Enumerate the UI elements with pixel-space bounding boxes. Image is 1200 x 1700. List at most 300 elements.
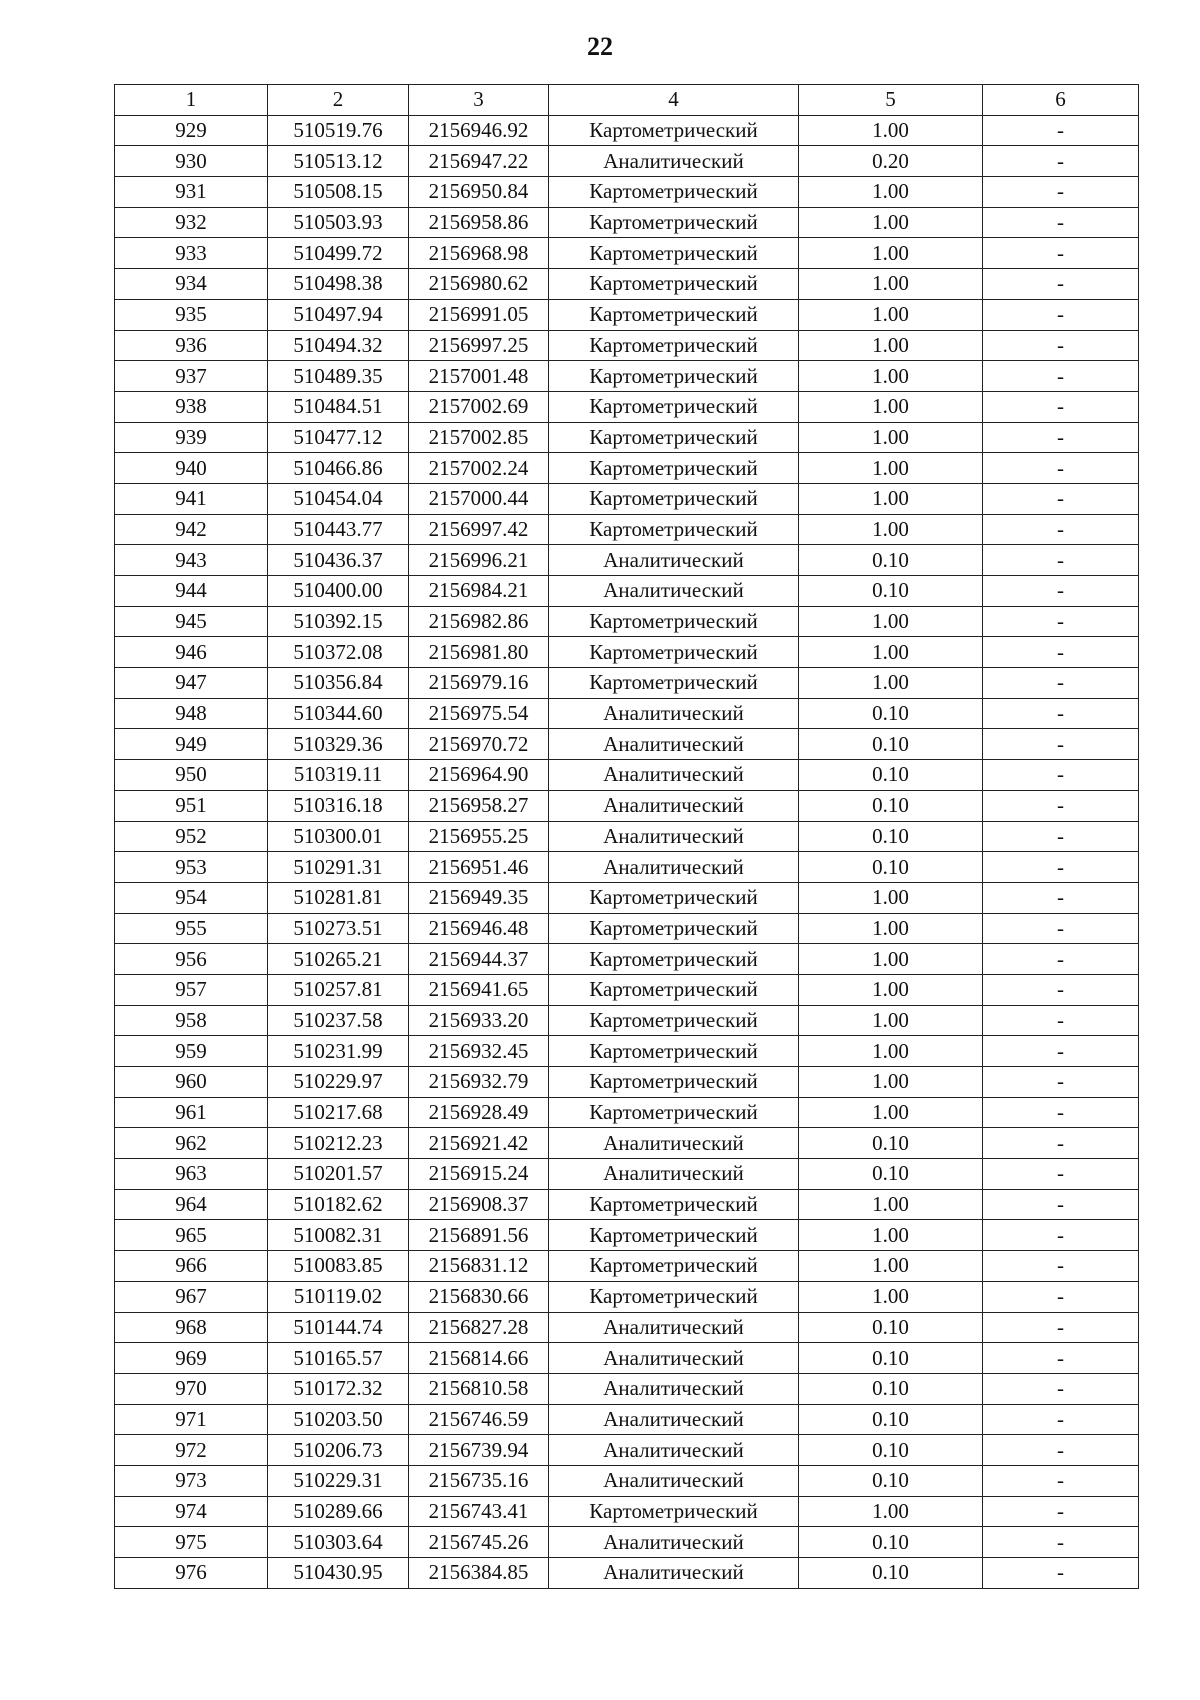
point-number-cell: 947: [115, 668, 268, 699]
note-cell: -: [983, 238, 1139, 269]
point-number-cell: 930: [115, 146, 268, 177]
point-number-cell: 968: [115, 1312, 268, 1343]
table-row: [115, 1404, 1139, 1435]
x-coordinate-cell: 510400.00: [268, 576, 409, 607]
method-cell: Картометрический: [549, 483, 799, 514]
column-header: 1: [115, 85, 268, 116]
note-cell: -: [983, 1036, 1139, 1067]
point-number-cell: 953: [115, 852, 268, 883]
table-row: [115, 1373, 1139, 1404]
table-row: [115, 146, 1139, 177]
table-row: [115, 1558, 1139, 1589]
note-cell: -: [983, 1281, 1139, 1312]
y-coordinate-cell: 2156908.37: [409, 1189, 549, 1220]
x-coordinate-cell: 510489.35: [268, 361, 409, 392]
point-number-cell: 933: [115, 238, 268, 269]
table-row: [115, 1465, 1139, 1496]
point-number-cell: 936: [115, 330, 268, 361]
accuracy-cell: 0.10: [799, 1312, 983, 1343]
y-coordinate-cell: 2156981.80: [409, 637, 549, 668]
note-cell: -: [983, 821, 1139, 852]
method-cell: Картометрический: [549, 514, 799, 545]
y-coordinate-cell: 2156946.48: [409, 913, 549, 944]
note-cell: -: [983, 974, 1139, 1005]
y-coordinate-cell: 2156982.86: [409, 606, 549, 637]
method-cell: Картометрический: [549, 238, 799, 269]
y-coordinate-cell: 2156933.20: [409, 1005, 549, 1036]
note-cell: -: [983, 882, 1139, 913]
x-coordinate-cell: 510289.66: [268, 1496, 409, 1527]
accuracy-cell: 1.00: [799, 1097, 983, 1128]
y-coordinate-cell: 2157002.85: [409, 422, 549, 453]
y-coordinate-cell: 2156831.12: [409, 1251, 549, 1282]
table-row: [115, 1251, 1139, 1282]
x-coordinate-cell: 510392.15: [268, 606, 409, 637]
y-coordinate-cell: 2157002.24: [409, 453, 549, 484]
note-cell: -: [983, 361, 1139, 392]
note-cell: -: [983, 207, 1139, 238]
x-coordinate-cell: 510237.58: [268, 1005, 409, 1036]
method-cell: Аналитический: [549, 545, 799, 576]
accuracy-cell: 0.10: [799, 1343, 983, 1374]
table-row: [115, 207, 1139, 238]
y-coordinate-cell: 2157002.69: [409, 391, 549, 422]
point-number-cell: 951: [115, 790, 268, 821]
note-cell: -: [983, 1220, 1139, 1251]
method-cell: Картометрический: [549, 944, 799, 975]
accuracy-cell: 1.00: [799, 391, 983, 422]
x-coordinate-cell: 510344.60: [268, 698, 409, 729]
method-cell: Картометрический: [549, 1281, 799, 1312]
y-coordinate-cell: 2157000.44: [409, 483, 549, 514]
y-coordinate-cell: 2156996.21: [409, 545, 549, 576]
accuracy-cell: 1.00: [799, 974, 983, 1005]
table-row: [115, 453, 1139, 484]
accuracy-cell: 0.20: [799, 146, 983, 177]
method-cell: Аналитический: [549, 760, 799, 791]
method-cell: Аналитический: [549, 576, 799, 607]
point-number-cell: 972: [115, 1435, 268, 1466]
note-cell: -: [983, 1312, 1139, 1343]
method-cell: Картометрический: [549, 882, 799, 913]
table-row: [115, 545, 1139, 576]
accuracy-cell: 0.10: [799, 1128, 983, 1159]
point-number-cell: 946: [115, 637, 268, 668]
accuracy-cell: 1.00: [799, 944, 983, 975]
x-coordinate-cell: 510212.23: [268, 1128, 409, 1159]
y-coordinate-cell: 2156949.35: [409, 882, 549, 913]
x-coordinate-cell: 510436.37: [268, 545, 409, 576]
accuracy-cell: 1.00: [799, 1220, 983, 1251]
y-coordinate-cell: 2156814.66: [409, 1343, 549, 1374]
point-number-cell: 976: [115, 1558, 268, 1589]
table-row: [115, 361, 1139, 392]
table-row: [115, 1527, 1139, 1558]
method-cell: Аналитический: [549, 146, 799, 177]
table-header-row: [115, 85, 1139, 116]
accuracy-cell: 1.00: [799, 299, 983, 330]
accuracy-cell: 1.00: [799, 269, 983, 300]
point-number-cell: 937: [115, 361, 268, 392]
table-row: [115, 637, 1139, 668]
method-cell: Аналитический: [549, 821, 799, 852]
point-number-cell: 964: [115, 1189, 268, 1220]
method-cell: Картометрический: [549, 1220, 799, 1251]
note-cell: -: [983, 1558, 1139, 1589]
table-row: [115, 1435, 1139, 1466]
y-coordinate-cell: 2157001.48: [409, 361, 549, 392]
note-cell: -: [983, 790, 1139, 821]
y-coordinate-cell: 2156944.37: [409, 944, 549, 975]
x-coordinate-cell: 510201.57: [268, 1159, 409, 1190]
y-coordinate-cell: 2156735.16: [409, 1465, 549, 1496]
accuracy-cell: 1.00: [799, 1189, 983, 1220]
note-cell: -: [983, 391, 1139, 422]
table-row: [115, 576, 1139, 607]
note-cell: -: [983, 668, 1139, 699]
method-cell: Картометрический: [549, 606, 799, 637]
point-number-cell: 938: [115, 391, 268, 422]
accuracy-cell: 0.10: [799, 1465, 983, 1496]
point-number-cell: 944: [115, 576, 268, 607]
y-coordinate-cell: 2156968.98: [409, 238, 549, 269]
note-cell: -: [983, 422, 1139, 453]
method-cell: Картометрический: [549, 330, 799, 361]
point-number-cell: 969: [115, 1343, 268, 1374]
accuracy-cell: 0.10: [799, 1373, 983, 1404]
y-coordinate-cell: 2156932.79: [409, 1067, 549, 1098]
note-cell: -: [983, 913, 1139, 944]
table-row: [115, 668, 1139, 699]
x-coordinate-cell: 510231.99: [268, 1036, 409, 1067]
table-row: [115, 729, 1139, 760]
x-coordinate-cell: 510281.81: [268, 882, 409, 913]
x-coordinate-cell: 510300.01: [268, 821, 409, 852]
accuracy-cell: 1.00: [799, 453, 983, 484]
point-number-cell: 934: [115, 269, 268, 300]
table-body: [115, 115, 1139, 1588]
note-cell: -: [983, 330, 1139, 361]
x-coordinate-cell: 510356.84: [268, 668, 409, 699]
point-number-cell: 959: [115, 1036, 268, 1067]
y-coordinate-cell: 2156739.94: [409, 1435, 549, 1466]
method-cell: Картометрический: [549, 637, 799, 668]
y-coordinate-cell: 2156921.42: [409, 1128, 549, 1159]
table-row: [115, 1067, 1139, 1098]
y-coordinate-cell: 2156951.46: [409, 852, 549, 883]
x-coordinate-cell: 510229.97: [268, 1067, 409, 1098]
accuracy-cell: 1.00: [799, 207, 983, 238]
note-cell: -: [983, 852, 1139, 883]
table-row: [115, 698, 1139, 729]
method-cell: Картометрический: [549, 1097, 799, 1128]
note-cell: -: [983, 1005, 1139, 1036]
accuracy-cell: 1.00: [799, 1036, 983, 1067]
accuracy-cell: 0.10: [799, 729, 983, 760]
table-row: [115, 330, 1139, 361]
accuracy-cell: 1.00: [799, 361, 983, 392]
y-coordinate-cell: 2156997.25: [409, 330, 549, 361]
accuracy-cell: 1.00: [799, 1067, 983, 1098]
y-coordinate-cell: 2156928.49: [409, 1097, 549, 1128]
method-cell: Картометрический: [549, 115, 799, 146]
accuracy-cell: 0.10: [799, 1159, 983, 1190]
method-cell: Аналитический: [549, 1312, 799, 1343]
method-cell: Картометрический: [549, 974, 799, 1005]
point-number-cell: 965: [115, 1220, 268, 1251]
y-coordinate-cell: 2156830.66: [409, 1281, 549, 1312]
accuracy-cell: 0.10: [799, 1435, 983, 1466]
note-cell: -: [983, 146, 1139, 177]
y-coordinate-cell: 2156743.41: [409, 1496, 549, 1527]
note-cell: -: [983, 299, 1139, 330]
accuracy-cell: 1.00: [799, 1281, 983, 1312]
method-cell: Картометрический: [549, 1067, 799, 1098]
point-number-cell: 945: [115, 606, 268, 637]
y-coordinate-cell: 2156964.90: [409, 760, 549, 791]
method-cell: Аналитический: [549, 729, 799, 760]
x-coordinate-cell: 510144.74: [268, 1312, 409, 1343]
table-row: [115, 1097, 1139, 1128]
table-row: [115, 1159, 1139, 1190]
note-cell: -: [983, 1097, 1139, 1128]
column-header: 4: [549, 85, 799, 116]
point-number-cell: 929: [115, 115, 268, 146]
table-row: [115, 1343, 1139, 1374]
y-coordinate-cell: 2156947.22: [409, 146, 549, 177]
y-coordinate-cell: 2156946.92: [409, 115, 549, 146]
x-coordinate-cell: 510265.21: [268, 944, 409, 975]
point-number-cell: 961: [115, 1097, 268, 1128]
y-coordinate-cell: 2156958.27: [409, 790, 549, 821]
accuracy-cell: 0.10: [799, 576, 983, 607]
x-coordinate-cell: 510372.08: [268, 637, 409, 668]
column-header: 5: [799, 85, 983, 116]
x-coordinate-cell: 510206.73: [268, 1435, 409, 1466]
point-number-cell: 950: [115, 760, 268, 791]
accuracy-cell: 1.00: [799, 514, 983, 545]
x-coordinate-cell: 510291.31: [268, 852, 409, 883]
method-cell: Картометрический: [549, 422, 799, 453]
y-coordinate-cell: 2156746.59: [409, 1404, 549, 1435]
x-coordinate-cell: 510498.38: [268, 269, 409, 300]
accuracy-cell: 1.00: [799, 1005, 983, 1036]
note-cell: -: [983, 514, 1139, 545]
point-number-cell: 973: [115, 1465, 268, 1496]
x-coordinate-cell: 510303.64: [268, 1527, 409, 1558]
note-cell: -: [983, 1159, 1139, 1190]
table-row: [115, 391, 1139, 422]
x-coordinate-cell: 510082.31: [268, 1220, 409, 1251]
y-coordinate-cell: 2156958.86: [409, 207, 549, 238]
point-number-cell: 952: [115, 821, 268, 852]
method-cell: Аналитический: [549, 1343, 799, 1374]
table-row: [115, 974, 1139, 1005]
x-coordinate-cell: 510329.36: [268, 729, 409, 760]
accuracy-cell: 1.00: [799, 238, 983, 269]
y-coordinate-cell: 2156984.21: [409, 576, 549, 607]
method-cell: Аналитический: [549, 852, 799, 883]
point-number-cell: 960: [115, 1067, 268, 1098]
x-coordinate-cell: 510217.68: [268, 1097, 409, 1128]
table-row: [115, 1189, 1139, 1220]
method-cell: Аналитический: [549, 1159, 799, 1190]
point-number-cell: 941: [115, 483, 268, 514]
note-cell: -: [983, 483, 1139, 514]
method-cell: Картометрический: [549, 1189, 799, 1220]
accuracy-cell: 1.00: [799, 668, 983, 699]
table-row: [115, 177, 1139, 208]
point-number-cell: 932: [115, 207, 268, 238]
accuracy-cell: 1.00: [799, 606, 983, 637]
note-cell: -: [983, 177, 1139, 208]
y-coordinate-cell: 2156975.54: [409, 698, 549, 729]
accuracy-cell: 1.00: [799, 330, 983, 361]
point-number-cell: 954: [115, 882, 268, 913]
note-cell: -: [983, 1128, 1139, 1159]
table-row: [115, 1312, 1139, 1343]
y-coordinate-cell: 2156980.62: [409, 269, 549, 300]
point-number-cell: 949: [115, 729, 268, 760]
note-cell: -: [983, 115, 1139, 146]
x-coordinate-cell: 510466.86: [268, 453, 409, 484]
method-cell: Аналитический: [549, 1527, 799, 1558]
method-cell: Картометрический: [549, 1496, 799, 1527]
note-cell: -: [983, 576, 1139, 607]
note-cell: -: [983, 1343, 1139, 1374]
table-row: [115, 514, 1139, 545]
method-cell: Картометрический: [549, 1005, 799, 1036]
table-row: [115, 1220, 1139, 1251]
method-cell: Картометрический: [549, 391, 799, 422]
accuracy-cell: 0.10: [799, 760, 983, 791]
point-number-cell: 935: [115, 299, 268, 330]
x-coordinate-cell: 510477.12: [268, 422, 409, 453]
point-number-cell: 958: [115, 1005, 268, 1036]
table-row: [115, 115, 1139, 146]
note-cell: -: [983, 1496, 1139, 1527]
accuracy-cell: 1.00: [799, 177, 983, 208]
method-cell: Аналитический: [549, 1128, 799, 1159]
method-cell: Картометрический: [549, 453, 799, 484]
y-coordinate-cell: 2156384.85: [409, 1558, 549, 1589]
x-coordinate-cell: 510119.02: [268, 1281, 409, 1312]
note-cell: -: [983, 453, 1139, 484]
x-coordinate-cell: 510503.93: [268, 207, 409, 238]
method-cell: Аналитический: [549, 1435, 799, 1466]
page-number: 22: [587, 32, 613, 61]
accuracy-cell: 1.00: [799, 422, 983, 453]
note-cell: -: [983, 1373, 1139, 1404]
point-number-cell: 963: [115, 1159, 268, 1190]
point-number-cell: 967: [115, 1281, 268, 1312]
coordinates-table: [114, 84, 1139, 1589]
table-row: [115, 1128, 1139, 1159]
y-coordinate-cell: 2156941.65: [409, 974, 549, 1005]
point-number-cell: 974: [115, 1496, 268, 1527]
table-row: [115, 606, 1139, 637]
y-coordinate-cell: 2156745.26: [409, 1527, 549, 1558]
table-row: [115, 1005, 1139, 1036]
table-row: [115, 422, 1139, 453]
note-cell: -: [983, 545, 1139, 576]
method-cell: Картометрический: [549, 913, 799, 944]
accuracy-cell: 1.00: [799, 1251, 983, 1282]
y-coordinate-cell: 2156950.84: [409, 177, 549, 208]
note-cell: -: [983, 1067, 1139, 1098]
x-coordinate-cell: 510484.51: [268, 391, 409, 422]
table-row: [115, 882, 1139, 913]
method-cell: Аналитический: [549, 1404, 799, 1435]
table-row: [115, 760, 1139, 791]
note-cell: -: [983, 1435, 1139, 1466]
accuracy-cell: 1.00: [799, 913, 983, 944]
point-number-cell: 962: [115, 1128, 268, 1159]
y-coordinate-cell: 2156810.58: [409, 1373, 549, 1404]
x-coordinate-cell: 510499.72: [268, 238, 409, 269]
accuracy-cell: 1.00: [799, 115, 983, 146]
x-coordinate-cell: 510430.95: [268, 1558, 409, 1589]
method-cell: Аналитический: [549, 1558, 799, 1589]
accuracy-cell: 0.10: [799, 790, 983, 821]
x-coordinate-cell: 510182.62: [268, 1189, 409, 1220]
note-cell: -: [983, 729, 1139, 760]
x-coordinate-cell: 510508.15: [268, 177, 409, 208]
method-cell: Картометрический: [549, 668, 799, 699]
method-cell: Аналитический: [549, 790, 799, 821]
table-row: [115, 1281, 1139, 1312]
note-cell: -: [983, 1189, 1139, 1220]
method-cell: Картометрический: [549, 207, 799, 238]
accuracy-cell: 0.10: [799, 1404, 983, 1435]
note-cell: -: [983, 1527, 1139, 1558]
column-header: 3: [409, 85, 549, 116]
accuracy-cell: 1.00: [799, 882, 983, 913]
point-number-cell: 931: [115, 177, 268, 208]
accuracy-cell: 0.10: [799, 1527, 983, 1558]
method-cell: Картометрический: [549, 269, 799, 300]
method-cell: Картометрический: [549, 1251, 799, 1282]
x-coordinate-cell: 510494.32: [268, 330, 409, 361]
x-coordinate-cell: 510172.32: [268, 1373, 409, 1404]
method-cell: Картометрический: [549, 299, 799, 330]
point-number-cell: 971: [115, 1404, 268, 1435]
x-coordinate-cell: 510454.04: [268, 483, 409, 514]
x-coordinate-cell: 510229.31: [268, 1465, 409, 1496]
table-row: [115, 238, 1139, 269]
column-header: 6: [983, 85, 1139, 116]
note-cell: -: [983, 606, 1139, 637]
x-coordinate-cell: 510316.18: [268, 790, 409, 821]
method-cell: Картометрический: [549, 361, 799, 392]
note-cell: -: [983, 269, 1139, 300]
method-cell: Картометрический: [549, 177, 799, 208]
point-number-cell: 955: [115, 913, 268, 944]
point-number-cell: 975: [115, 1527, 268, 1558]
accuracy-cell: 0.10: [799, 698, 983, 729]
method-cell: Аналитический: [549, 1373, 799, 1404]
y-coordinate-cell: 2156991.05: [409, 299, 549, 330]
accuracy-cell: 1.00: [799, 637, 983, 668]
point-number-cell: 939: [115, 422, 268, 453]
y-coordinate-cell: 2156970.72: [409, 729, 549, 760]
y-coordinate-cell: 2156932.45: [409, 1036, 549, 1067]
note-cell: -: [983, 1404, 1139, 1435]
note-cell: -: [983, 698, 1139, 729]
x-coordinate-cell: 510513.12: [268, 146, 409, 177]
x-coordinate-cell: 510083.85: [268, 1251, 409, 1282]
note-cell: -: [983, 637, 1139, 668]
